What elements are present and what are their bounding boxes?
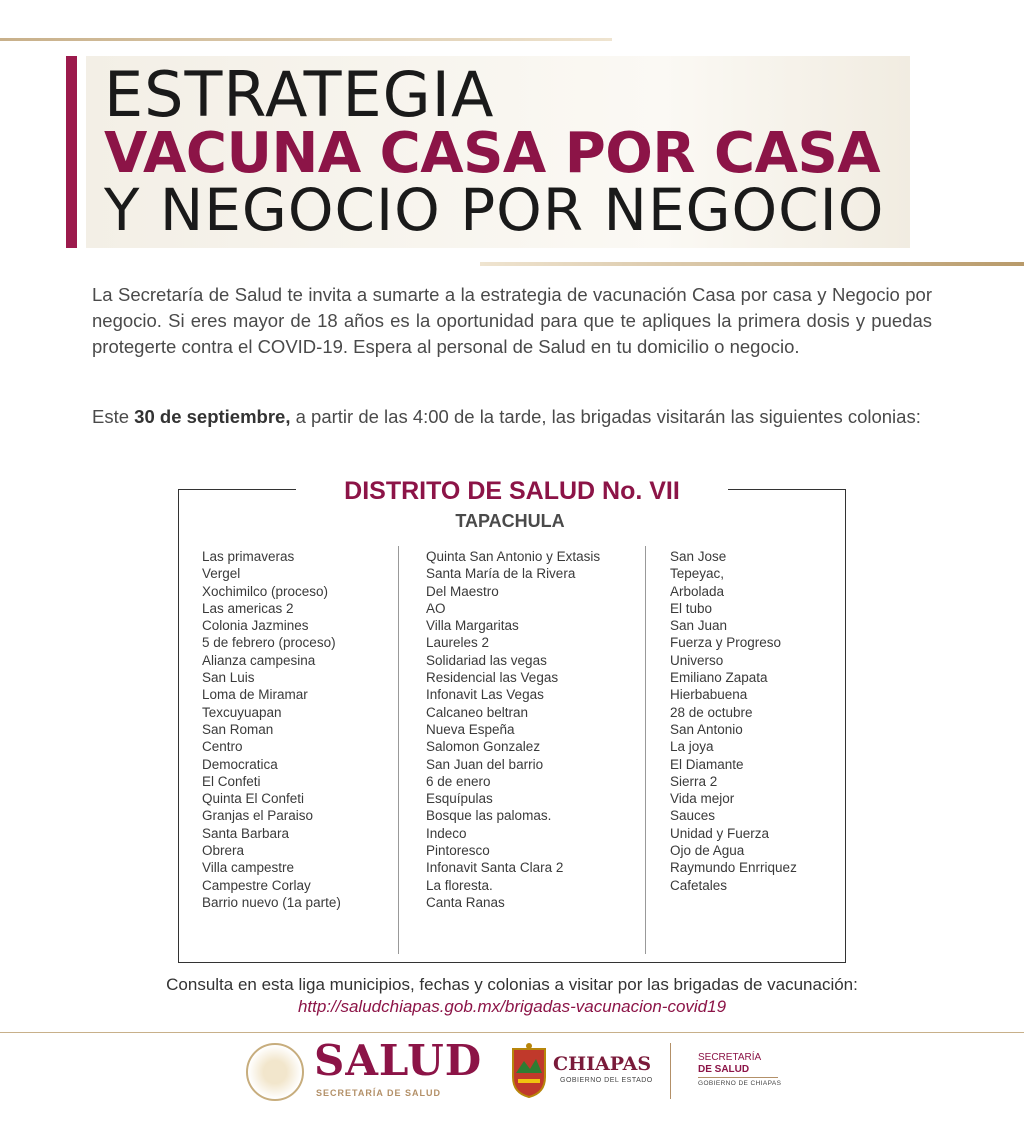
colonia-item: Raymundo Enrriquez <box>670 860 797 876</box>
colonia-item: Las primaveras <box>202 549 295 564</box>
colonia-item: Barrio nuevo (1a parte) <box>202 894 341 910</box>
colonia-item: Emiliano Zapata <box>670 670 768 686</box>
district-city: TAPACHULA <box>455 511 565 531</box>
footer-text: Consulta en esta liga municipios, fechas y colonias a visitar por las brigadas de vacunación: <box>166 975 858 994</box>
colonia-item: Quinta San Antonio y Extasis <box>426 549 601 564</box>
chiapas-shield-icon <box>510 1043 548 1099</box>
colonias-column-1 <box>202 548 341 911</box>
colonia-item: Sierra 2 <box>670 773 718 789</box>
colonia-item: 28 de octubre <box>670 704 753 720</box>
colonia-item: 5 de febrero (proceso) <box>202 635 336 651</box>
colonia-item: El Diamante <box>670 756 744 772</box>
secretaria-logo-line-3: GOBIERNO DE CHIAPAS <box>698 1080 782 1087</box>
colonia-item: La floresta. <box>426 877 493 893</box>
colonia-item: Obrera <box>202 843 245 859</box>
colonia-item: El Confeti <box>202 773 261 789</box>
schedule-suffix: a partir de las 4:00 de la tarde, las brigadas visitarán las siguientes colonias: <box>290 406 921 427</box>
colonia-item: Sauces <box>670 808 716 824</box>
colonia-item: Hierbabuena <box>670 687 748 703</box>
colonia-item: Democratica <box>202 756 278 772</box>
colonia-item: Arbolada <box>670 583 725 599</box>
colonia-item: San Luis <box>202 670 255 686</box>
salud-logo-text: SALUD <box>314 1036 483 1085</box>
colonia-item: Canta Ranas <box>426 894 505 910</box>
colonia-item: Ojo de Agua <box>670 843 745 859</box>
colonias-column-3 <box>670 548 797 894</box>
district-title: DISTRITO DE SALUD No. VII <box>296 474 728 508</box>
colonia-item: Solidariad las vegas <box>426 652 547 668</box>
intro-paragraph: La Secretaría de Salud te invita a sumarte a la estrategia de vacunación Casa por casa y Negocio por negocio. Si eres mayor de 18 años es la oportunidad para que te apliques la primera dosis y puedas protegerte contra el COVID-19. Espera al personal de Salud en tu domicilio o negocio. <box>92 284 932 357</box>
top-gold-line <box>0 38 612 41</box>
colonia-item: Fuerza y Progreso <box>670 635 782 651</box>
colonia-item: Quinta El Confeti <box>202 791 305 807</box>
colonia-item: Del Maestro <box>426 583 499 599</box>
colonia-item: Texcuyuapan <box>202 704 282 720</box>
salud-logo-subtitle: SECRETARÍA DE SALUD <box>316 1088 442 1098</box>
title-line-1: ESTRATEGIA <box>104 58 495 131</box>
colonia-item: Universo <box>670 652 724 668</box>
colonia-item: Villa campestre <box>202 860 295 876</box>
colonia-item: Calcaneo beltran <box>426 704 529 720</box>
colonia-item: Residencial las Vegas <box>426 670 559 686</box>
colonia-item: 6 de enero <box>426 773 491 789</box>
colonia-item: San Juan del barrio <box>426 756 544 772</box>
secretaria-logo-line-1: SECRETARÍA <box>698 1052 762 1063</box>
colonia-item: Unidad y Fuerza <box>670 825 770 841</box>
colonia-item: Loma de Miramar <box>202 687 308 703</box>
colonia-item: Las americas 2 <box>202 600 294 616</box>
national-seal-icon <box>246 1043 304 1101</box>
schedule-paragraph <box>92 404 932 430</box>
colonia-item: Bosque las palomas. <box>426 808 552 824</box>
colonia-item: Cafetales <box>670 877 728 893</box>
title-line-2: VACUNA CASA POR CASA <box>104 121 881 186</box>
colonia-item: Alianza campesina <box>202 652 316 668</box>
colonias-column-2 <box>426 548 600 911</box>
chiapas-logo-subtitle: GOBIERNO DEL ESTADO <box>560 1077 653 1084</box>
colonia-item: El tubo <box>670 600 713 616</box>
header-accent-bar <box>66 56 77 248</box>
colonia-item: Xochimilco (proceso) <box>202 583 329 599</box>
chiapas-logo-text: CHIAPAS <box>553 1053 652 1075</box>
schedule-date: 30 de septiembre, <box>134 406 291 427</box>
colonia-item: Indeco <box>426 825 467 841</box>
logo-divider <box>670 1043 671 1099</box>
colonia-item: La joya <box>670 739 714 755</box>
colonia-item: San Juan <box>670 618 728 634</box>
colonia-item: Laureles 2 <box>426 635 490 651</box>
colonia-item: Colonia Jazmines <box>202 618 309 634</box>
colonia-item: Granjas el Paraiso <box>202 808 314 824</box>
column-divider <box>398 546 399 954</box>
mid-gold-line <box>480 262 1024 266</box>
footer-link[interactable]: http://saludchiapas.gob.mx/brigadas-vacunacion-covid19 <box>297 997 727 1016</box>
column-divider <box>645 546 646 954</box>
colonia-item: Santa Barbara <box>202 825 290 841</box>
colonia-item: AO <box>426 600 446 616</box>
colonia-item: Tepeyac, <box>670 566 725 582</box>
bottom-gold-line <box>0 1032 1024 1033</box>
colonia-item: Pintoresco <box>426 843 490 859</box>
colonia-item: San Roman <box>202 721 274 737</box>
colonia-item: Centro <box>202 739 243 755</box>
colonia-item: Esquípulas <box>426 791 493 807</box>
colonia-item: Vergel <box>202 566 241 582</box>
colonia-item: Infonavit Santa Clara 2 <box>426 860 564 876</box>
colonia-item: Infonavit Las Vegas <box>426 687 544 703</box>
colonia-item: Vida mejor <box>670 791 735 807</box>
title-line-3: Y NEGOCIO POR NEGOCIO <box>104 176 885 244</box>
colonia-item: San Jose <box>670 549 727 564</box>
colonia-item: Villa Margaritas <box>426 618 519 634</box>
colonia-item: Salomon Gonzalez <box>426 739 541 755</box>
colonia-item: San Antonio <box>670 721 743 737</box>
secretaria-logo-rule <box>698 1077 778 1078</box>
colonia-item: Nueva Espeña <box>426 721 515 737</box>
secretaria-logo-line-2: DE SALUD <box>698 1064 750 1075</box>
schedule-prefix: Este <box>92 406 135 427</box>
colonia-item: Campestre Corlay <box>202 877 311 893</box>
colonia-item: Santa María de la Rivera <box>426 566 576 582</box>
